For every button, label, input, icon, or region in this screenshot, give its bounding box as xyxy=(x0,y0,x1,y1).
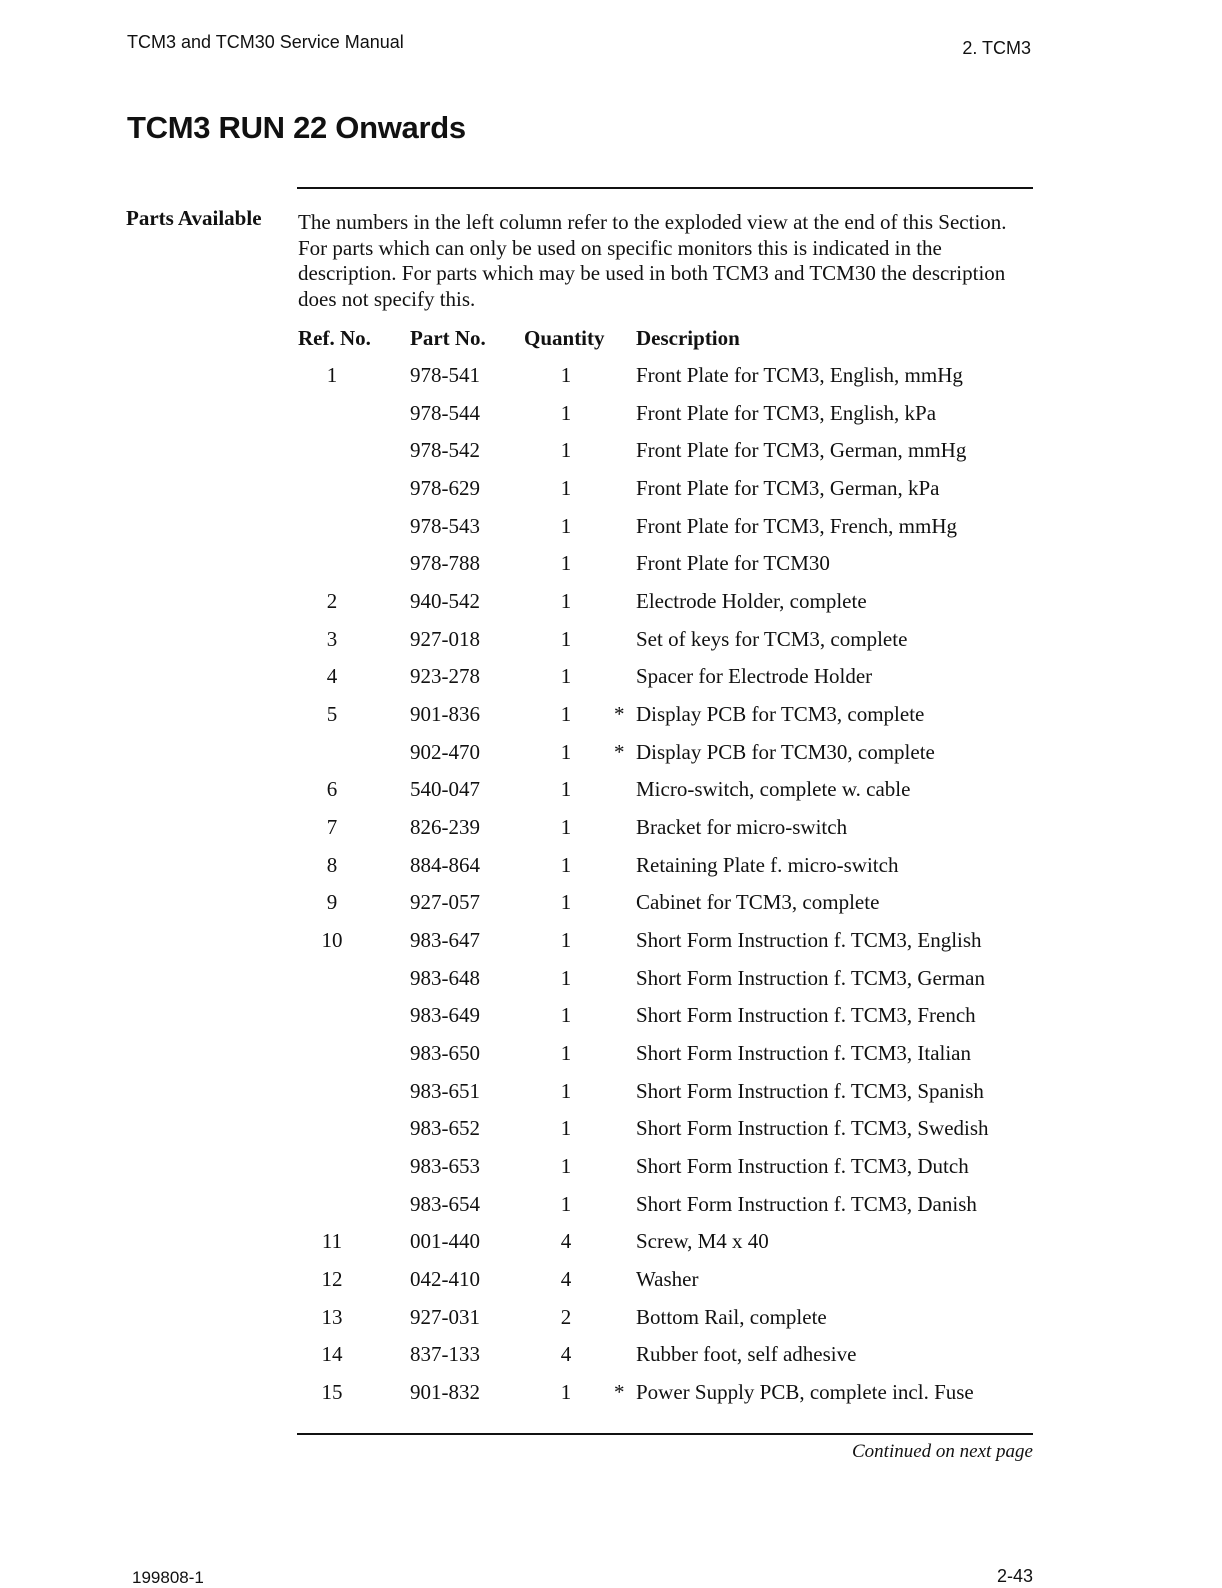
column-header-quantity: Quantity xyxy=(524,326,605,350)
row-part-no: 978-629 xyxy=(410,476,480,500)
row-description: Front Plate for TCM3, English, mmHg xyxy=(636,363,963,387)
row-quantity: 1 xyxy=(560,363,572,387)
row-description: Display PCB for TCM3, complete xyxy=(636,701,925,726)
table-row xyxy=(0,1380,1222,1416)
row-part-no: 001-440 xyxy=(410,1229,480,1254)
row-quantity: 1 xyxy=(560,777,572,802)
row-quantity: 1 xyxy=(560,1040,572,1065)
row-part-no: 978-788 xyxy=(410,551,480,576)
column-header-ref: Ref. No. xyxy=(298,326,371,350)
row-description: Front Plate for TCM3, German, mmHg xyxy=(636,438,967,463)
row-part-no: 983-650 xyxy=(410,1040,480,1065)
row-quantity: 1 xyxy=(560,513,572,538)
document-number: 199808-1 xyxy=(132,1568,204,1587)
table-row xyxy=(0,890,1222,926)
row-quantity: 4 xyxy=(560,1229,572,1254)
manual-title: TCM3 and TCM30 Service Manual xyxy=(127,32,404,52)
row-quantity: 1 xyxy=(560,739,572,764)
row-ref-no: 4 xyxy=(326,664,338,689)
page-number: 2-43 xyxy=(996,1566,1033,1586)
row-description: Electrode Holder, complete xyxy=(636,589,867,613)
row-ref-no: 3 xyxy=(326,626,338,651)
row-part-no: 902-470 xyxy=(410,739,480,764)
table-row xyxy=(0,853,1222,889)
bottom-divider xyxy=(297,1433,1033,1435)
row-description: Screw, M4 x 40 xyxy=(636,1229,769,1254)
continued-note: Continued on next page xyxy=(852,1441,1033,1462)
row-quantity: 1 xyxy=(560,927,572,952)
table-row xyxy=(0,476,1222,512)
row-part-no: 927-057 xyxy=(410,890,480,915)
chapter-label: 2. TCM3 xyxy=(962,38,1031,58)
row-description: Retaining Plate f. micro-switch xyxy=(636,852,899,877)
table-row xyxy=(0,514,1222,550)
row-description: Cabinet for TCM3, complete xyxy=(636,890,880,915)
row-ref-no: 7 xyxy=(326,814,338,839)
row-description: Short Form Instruction f. TCM3, German xyxy=(636,965,986,990)
row-description: Set of keys for TCM3, complete xyxy=(636,626,908,651)
row-part-no: 901-832 xyxy=(410,1379,480,1404)
row-quantity: 1 xyxy=(560,1116,572,1141)
row-quantity: 1 xyxy=(560,1379,572,1404)
table-row xyxy=(0,1154,1222,1190)
row-quantity: 2 xyxy=(560,1304,572,1329)
row-ref-no: 11 xyxy=(321,1229,343,1254)
row-part-no: 978-543 xyxy=(410,513,480,538)
row-description: Display PCB for TCM30, complete xyxy=(636,739,935,764)
page-title: TCM3 RUN 22 Onwards xyxy=(127,110,466,145)
row-part-no: 826-239 xyxy=(410,814,480,839)
table-row xyxy=(0,815,1222,851)
column-header-description: Description xyxy=(636,326,740,350)
table-row xyxy=(0,664,1222,700)
row-part-no: 901-836 xyxy=(410,701,480,726)
row-part-no: 540-047 xyxy=(410,777,480,802)
row-description: Short Form Instruction f. TCM3, Swedish xyxy=(636,1116,989,1141)
row-description: Short Form Instruction f. TCM3, French xyxy=(636,1003,976,1028)
row-description: Short Form Instruction f. TCM3, Danish xyxy=(636,1191,977,1216)
table-row xyxy=(0,702,1222,738)
row-ref-no: 8 xyxy=(326,852,338,877)
table-row xyxy=(0,928,1222,964)
row-description: Power Supply PCB, complete incl. Fuse xyxy=(636,1379,974,1404)
row-mark: * xyxy=(614,1379,625,1404)
table-row xyxy=(0,1267,1222,1303)
row-description: Spacer for Electrode Holder xyxy=(636,664,873,689)
table-row xyxy=(0,1229,1222,1265)
row-description: Front Plate for TCM3, French, mmHg xyxy=(636,513,958,538)
row-quantity: 1 xyxy=(560,476,572,500)
row-part-no: 884-864 xyxy=(410,852,480,877)
row-part-no: 923-278 xyxy=(410,664,480,689)
table-row xyxy=(0,401,1222,437)
row-quantity: 1 xyxy=(560,664,572,689)
row-ref-no: 14 xyxy=(321,1342,343,1367)
row-part-no: 983-654 xyxy=(410,1191,480,1216)
row-quantity: 1 xyxy=(560,852,572,877)
row-part-no: 837-133 xyxy=(410,1342,480,1367)
row-ref-no: 10 xyxy=(321,927,343,952)
row-part-no: 983-648 xyxy=(410,965,480,990)
row-part-no: 983-652 xyxy=(410,1116,480,1141)
row-ref-no: 15 xyxy=(321,1379,343,1404)
table-row xyxy=(0,438,1222,474)
row-quantity: 1 xyxy=(560,1191,572,1216)
row-quantity: 1 xyxy=(560,890,572,915)
row-quantity: 1 xyxy=(560,965,572,990)
row-mark: * xyxy=(614,701,625,726)
row-mark: * xyxy=(614,739,625,764)
row-part-no: 978-541 xyxy=(410,363,480,387)
row-description: Short Form Instruction f. TCM3, Dutch xyxy=(636,1153,969,1178)
row-description: Bracket for micro-switch xyxy=(636,814,848,839)
row-part-no: 983-653 xyxy=(410,1153,480,1178)
row-description: Short Form Instruction f. TCM3, Italian xyxy=(636,1040,972,1065)
row-description: Front Plate for TCM30 xyxy=(636,551,830,576)
row-ref-no: 12 xyxy=(321,1266,343,1291)
row-description: Rubber foot, self adhesive xyxy=(636,1342,857,1367)
section-label: Parts Available xyxy=(126,206,262,230)
row-ref-no: 13 xyxy=(321,1304,343,1329)
table-row xyxy=(0,1116,1222,1152)
row-description: Short Form Instruction f. TCM3, Spanish xyxy=(636,1078,984,1103)
row-quantity: 1 xyxy=(560,551,572,576)
table-row xyxy=(0,1192,1222,1228)
row-description: Micro-switch, complete w. cable xyxy=(636,777,911,802)
row-quantity: 4 xyxy=(560,1342,572,1367)
table-row xyxy=(0,1079,1222,1115)
row-part-no: 983-649 xyxy=(410,1003,480,1028)
table-row xyxy=(0,627,1222,663)
row-part-no: 983-647 xyxy=(410,927,480,952)
row-ref-no: 1 xyxy=(326,363,338,387)
table-row xyxy=(0,777,1222,813)
table-row xyxy=(0,966,1222,1002)
row-quantity: 1 xyxy=(560,1153,572,1178)
row-ref-no: 5 xyxy=(326,701,338,726)
row-quantity: 1 xyxy=(560,1078,572,1103)
row-quantity: 1 xyxy=(560,814,572,839)
column-header-part: Part No. xyxy=(410,326,486,350)
row-ref-no: 2 xyxy=(326,589,338,613)
row-description: Front Plate for TCM3, English, kPa xyxy=(636,400,937,425)
row-part-no: 983-651 xyxy=(410,1078,480,1103)
row-quantity: 1 xyxy=(560,626,572,651)
row-description: Washer xyxy=(636,1266,699,1291)
row-description: Short Form Instruction f. TCM3, English xyxy=(636,927,982,952)
row-part-no: 978-544 xyxy=(410,400,480,425)
row-quantity: 4 xyxy=(560,1266,572,1291)
table-row xyxy=(0,1342,1222,1378)
table-row xyxy=(0,589,1222,625)
row-part-no: 927-031 xyxy=(410,1304,480,1329)
table-row xyxy=(0,1305,1222,1341)
row-quantity: 1 xyxy=(560,589,572,613)
intro-paragraph: The numbers in the left column refer to the exploded view at the end of this Section. For parts which can only be used on specific monitors this is indicated in the description. For parts which may be used in both TCM3 and TCM30 the description does not specify this. xyxy=(298,210,1007,311)
row-quantity: 1 xyxy=(560,438,572,463)
table-row xyxy=(0,1003,1222,1039)
row-part-no: 042-410 xyxy=(410,1266,480,1291)
row-part-no: 927-018 xyxy=(410,626,480,651)
row-quantity: 1 xyxy=(560,1003,572,1028)
row-description: Bottom Rail, complete xyxy=(636,1304,827,1329)
row-quantity: 1 xyxy=(560,400,572,425)
table-row xyxy=(0,363,1222,399)
row-description: Front Plate for TCM3, German, kPa xyxy=(636,476,940,500)
table-row xyxy=(0,740,1222,776)
row-ref-no: 9 xyxy=(326,890,338,915)
row-quantity: 1 xyxy=(560,701,572,726)
row-part-no: 940-542 xyxy=(410,589,480,613)
table-row xyxy=(0,1041,1222,1077)
table-row xyxy=(0,551,1222,587)
row-ref-no: 6 xyxy=(326,777,338,802)
row-part-no: 978-542 xyxy=(410,438,480,463)
